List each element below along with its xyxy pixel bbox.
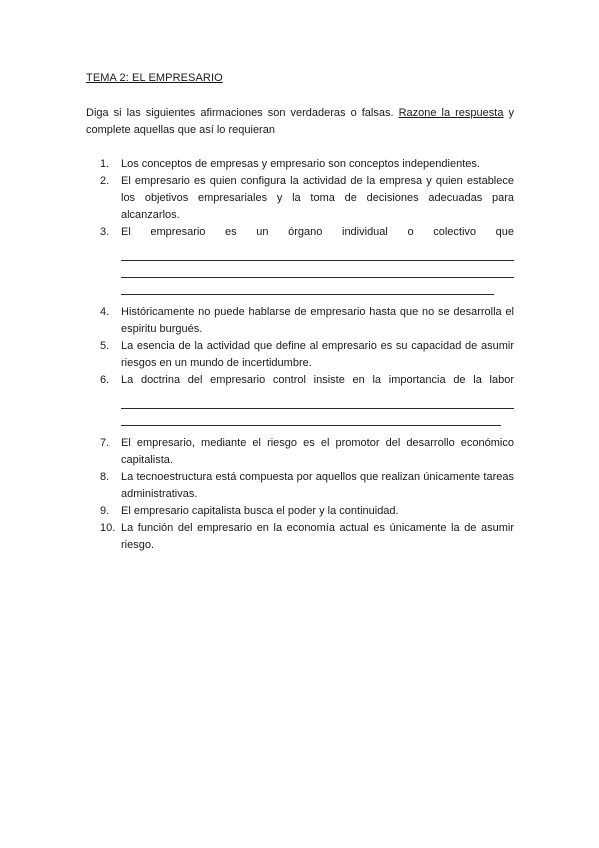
answer-line[interactable]: [121, 244, 514, 261]
item-number: 6.: [100, 374, 110, 386]
item-text: Históricamente no puede hablarse de empresario hasta que no se desarrolla el espiritu burgués.: [121, 306, 514, 335]
statement-list: [86, 156, 514, 554]
instructions-text-1: Diga si las siguientes afirmaciones son verdaderas o falsas.: [86, 107, 399, 119]
item-number: 8.: [100, 471, 110, 483]
item-number: 1.: [100, 158, 110, 170]
item-text: El empresario es un órgano individual o colectivo que: [121, 226, 514, 238]
answer-lines: [121, 392, 514, 426]
item-number: 2.: [100, 175, 110, 187]
item-text: El empresario capitalista busca el poder y la continuidad.: [121, 505, 399, 517]
page-title: TEMA 2: EL EMPRESARIO: [86, 72, 223, 84]
item-text: Los conceptos de empresas y empresario son conceptos independientes.: [121, 158, 480, 170]
item-text: La esencia de la actividad que define al empresario es su capacidad de asumir riesgos en un mundo de incertidumbre.: [121, 340, 514, 369]
list-item: [86, 338, 514, 372]
item-number: 5.: [100, 340, 110, 352]
item-number: 7.: [100, 437, 110, 449]
instructions-text-2: y complete aquellas que así lo requieran: [86, 107, 514, 136]
list-item: [86, 469, 514, 503]
list-item: [86, 156, 514, 173]
item-text: La función del empresario en la economía actual es únicamente la de asumir riesgo.: [121, 522, 514, 551]
item-text: La tecnoestructura está compuesta por aquellos que realizan únicamente tareas administrativas.: [121, 471, 514, 500]
instructions: [86, 105, 514, 139]
answer-line[interactable]: [121, 409, 501, 426]
item-number: 10.: [100, 522, 116, 534]
item-number: 3.: [100, 226, 110, 238]
item-text: El empresario es quien configura la actividad de la empresa y quien establece los objetivos empresariales y la toma de decisiones adecuadas para alcanzarlos.: [121, 175, 514, 221]
list-item: [86, 304, 514, 338]
item-text: La doctrina del empresario control insiste en la importancia de la labor: [121, 374, 514, 386]
item-number: 4.: [100, 306, 110, 318]
list-item: [86, 372, 514, 426]
answer-line[interactable]: [121, 278, 494, 295]
answer-lines: [121, 244, 514, 295]
list-item: [86, 173, 514, 224]
item-text: El empresario, mediante el riesgo es el promotor del desarrollo económico capitalista.: [121, 437, 514, 466]
list-item: [86, 435, 514, 469]
list-item: [86, 224, 514, 295]
instructions-underlined: Razone la respuesta: [398, 107, 504, 119]
item-number: 9.: [100, 505, 110, 517]
list-item: [86, 520, 514, 554]
list-item: [86, 503, 514, 520]
answer-line[interactable]: [121, 261, 514, 278]
answer-line[interactable]: [121, 392, 514, 409]
